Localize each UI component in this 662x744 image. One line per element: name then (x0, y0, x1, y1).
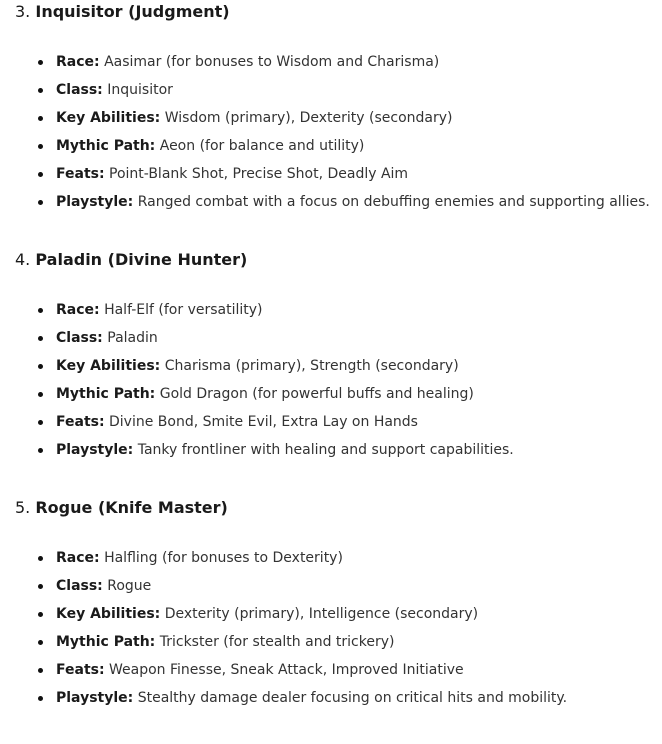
list-item (15, 632, 567, 660)
list-item (15, 164, 650, 192)
item-text: Charisma (primary), Strength (secondary) (164, 358, 459, 374)
item-label: Race: (56, 54, 100, 70)
item-label: Mythic Path: (56, 634, 156, 650)
bullet-icon (38, 60, 43, 65)
bullet-icon (38, 172, 43, 177)
section-inquisitor (15, 0, 662, 248)
bullet-list (15, 300, 514, 468)
list-item (15, 412, 514, 440)
item-label: Race: (56, 302, 100, 318)
bullet-icon (38, 584, 43, 589)
item-text: Tanky frontliner with healing and support capabilities. (137, 442, 514, 458)
bullet-icon (38, 88, 43, 93)
section-title: Rogue (Knife Master) (35, 498, 228, 517)
list-item (15, 328, 514, 356)
item-label: Playstyle: (56, 442, 134, 458)
item-text: Wisdom (primary), Dexterity (secondary) (164, 110, 453, 126)
item-label: Key Abilities: (56, 110, 161, 126)
list-item (15, 688, 567, 716)
item-text: Weapon Finesse, Sneak Attack, Improved Initiative (109, 662, 464, 678)
section-heading (15, 497, 228, 519)
section-paladin (15, 248, 662, 496)
list-item (15, 80, 650, 108)
bullet-list (15, 548, 567, 716)
section-number: 5. (15, 498, 31, 517)
item-label: Class: (56, 330, 103, 346)
item-text: Dexterity (primary), Intelligence (secondary) (164, 606, 479, 622)
item-text: Aasimar (for bonuses to Wisdom and Charisma) (104, 54, 440, 70)
bullet-icon (38, 448, 43, 453)
section-rogue (15, 496, 662, 744)
item-label: Playstyle: (56, 690, 134, 706)
item-text: Ranged combat with a focus on debuffing enemies and supporting allies. (137, 194, 650, 210)
item-label: Key Abilities: (56, 358, 161, 374)
item-label: Key Abilities: (56, 606, 161, 622)
list-item (15, 384, 514, 412)
section-title: Inquisitor (Judgment) (35, 2, 230, 21)
item-text: Stealthy damage dealer focusing on critical hits and mobility. (137, 690, 568, 706)
list-item (15, 300, 514, 328)
list-item (15, 660, 567, 688)
section-title: Paladin (Divine Hunter) (35, 250, 248, 269)
bullet-icon (38, 200, 43, 205)
bullet-icon (38, 612, 43, 617)
list-item (15, 52, 650, 80)
item-text: Inquisitor (107, 82, 173, 98)
list-item (15, 136, 650, 164)
bullet-icon (38, 640, 43, 645)
item-label: Race: (56, 550, 100, 566)
item-text: Aeon (for balance and utility) (159, 138, 365, 154)
section-heading (15, 1, 230, 23)
bullet-icon (38, 420, 43, 425)
list-item (15, 192, 650, 220)
list-item (15, 108, 650, 136)
bullet-list (15, 52, 650, 220)
bullet-icon (38, 696, 43, 701)
item-text: Paladin (107, 330, 158, 346)
bullet-icon (38, 668, 43, 673)
list-item (15, 576, 567, 604)
item-label: Mythic Path: (56, 386, 156, 402)
item-label: Class: (56, 82, 103, 98)
item-label: Playstyle: (56, 194, 134, 210)
list-item (15, 604, 567, 632)
item-text: Trickster (for stealth and trickery) (159, 634, 395, 650)
bullet-icon (38, 116, 43, 121)
item-label: Feats: (56, 166, 105, 182)
bullet-icon (38, 144, 43, 149)
item-text: Half-Elf (for versatility) (104, 302, 263, 318)
item-text: Halfling (for bonuses to Dexterity) (104, 550, 343, 566)
bullet-icon (38, 308, 43, 313)
item-label: Mythic Path: (56, 138, 156, 154)
item-text: Divine Bond, Smite Evil, Extra Lay on Hands (109, 414, 418, 430)
item-label: Feats: (56, 662, 105, 678)
section-number: 3. (15, 2, 31, 21)
bullet-icon (38, 364, 43, 369)
section-number: 4. (15, 250, 31, 269)
bullet-icon (38, 392, 43, 397)
item-text: Rogue (107, 578, 152, 594)
list-item (15, 356, 514, 384)
item-text: Gold Dragon (for powerful buffs and healing) (159, 386, 474, 402)
item-text: Point-Blank Shot, Precise Shot, Deadly Aim (109, 166, 409, 182)
bullet-icon (38, 336, 43, 341)
section-heading (15, 249, 247, 271)
bullet-icon (38, 556, 43, 561)
list-item (15, 548, 567, 576)
list-item (15, 440, 514, 468)
item-label: Feats: (56, 414, 105, 430)
item-label: Class: (56, 578, 103, 594)
